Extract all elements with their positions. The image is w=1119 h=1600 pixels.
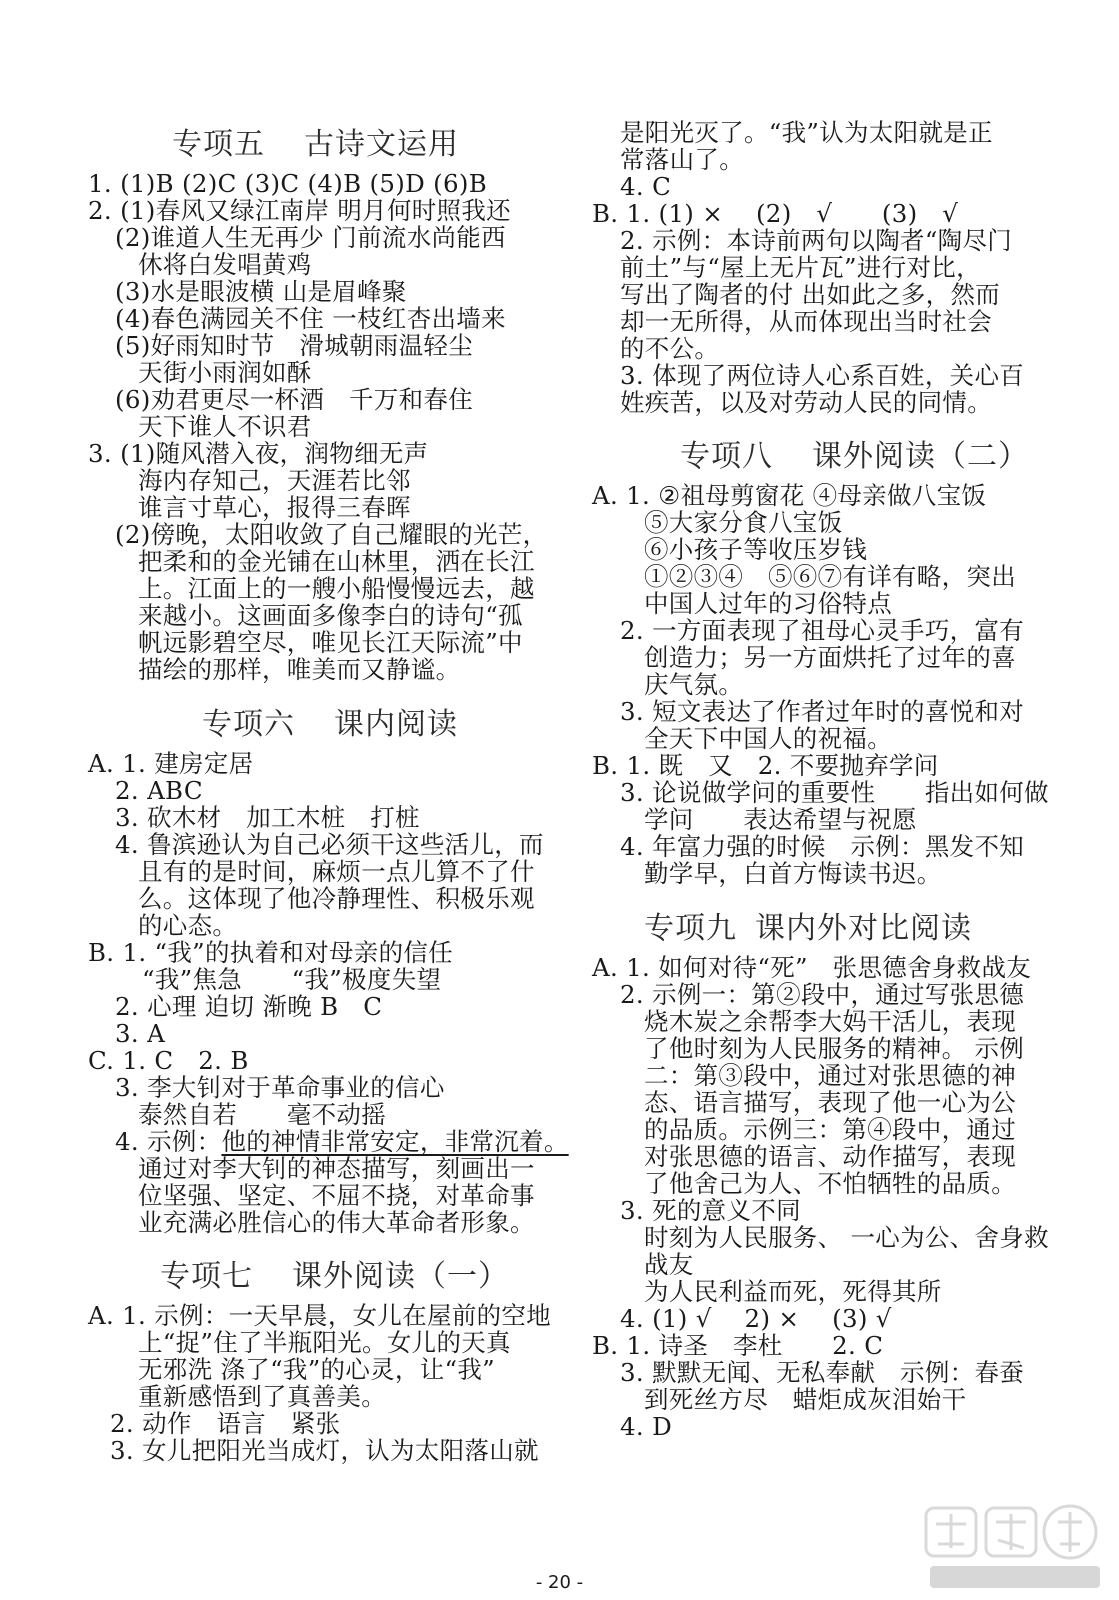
answer-line: (4)春色满园关不住 一枝红杏出墙来 (115, 304, 506, 333)
answer-line: 却一无所得，从而体现出当时社会 (620, 307, 992, 336)
answer-line: 前土”与“屋上无片瓦”进行对比， (620, 253, 981, 282)
answer-line: 帆远影碧空尽，唯见长江天际流”中 (138, 628, 523, 657)
answer-line: 是阳光灭了。“我”认为太阳就是正 (620, 118, 993, 147)
answer-line: 学问 表达希望与祝愿 (644, 805, 917, 834)
answer-line: 3. 论说做学问的重要性 指出如何做 (620, 778, 1049, 807)
underlined-quote: 他的神情非常安定，非常沉着。 (221, 1127, 569, 1156)
answer-line: A. 1. 建房定居 (88, 749, 254, 778)
answer-line: 重新感悟到了真善美。 (138, 1382, 386, 1411)
answer-line: (2)谁道人生无再少 门前流水尚能西 (115, 223, 506, 252)
answer-line: 的心态。 (138, 911, 238, 940)
answer-line: 4. 年富力强的时候 示例：黑发不知 (620, 832, 1025, 861)
answer-line: 3. 默默无闻、无私奉献 示例：春蚕 (620, 1358, 1025, 1387)
answer-line: A. 1. 如何对待“死” 张思德舍身救战友 (592, 953, 1032, 982)
answer-line: 姓疾苦，以及对劳动人民的同情。 (620, 388, 992, 417)
answer-line: 天街小雨润如酥 (138, 358, 312, 387)
answer-line: 2. (1)春风又绿江南岸 明月何时照我还 (88, 196, 511, 225)
answer-line: 4. 鲁滨逊认为自己必须干这些活儿，而 (115, 830, 544, 859)
section-title-5: 专项五 古诗文运用 (172, 127, 459, 162)
answer-line: 位坚强、坚定、不屈不挠，对革命事 (138, 1181, 535, 1210)
answer-line: 到死丝方尽 蜡炬成灰泪始干 (644, 1385, 967, 1414)
answer-line: 全天下中国人的祝福。 (644, 724, 892, 753)
answer-line: 态、语言描写，表现了他一心为公 (644, 1088, 1016, 1117)
answer-line: 3. (1)随风潜入夜，润物细无声 (88, 439, 429, 468)
answer-line: 3. 女儿把阳光当成灯，认为太阳落山就 (110, 1436, 539, 1465)
answer-line: (2)傍晚，太阳收敛了自己耀眼的光芒， (115, 520, 548, 549)
answer-line: 上“捉”住了半瓶阳光。女儿的天真 (138, 1328, 511, 1357)
answer-line: 二：第③段中，通过对张思德的神 (644, 1061, 1016, 1090)
answer-line: 把柔和的金光铺在山林里，洒在长江 (138, 547, 535, 576)
answer-line: 庆气氛。 (644, 670, 744, 699)
answer-line: 休将白发唱黄鸡 (138, 250, 312, 279)
answer-line: 通过对李大钊的神态描写，刻画出一 (138, 1154, 535, 1183)
answer-line: 时刻为人民服务、 一心为公、舍身救 (644, 1223, 1049, 1252)
answer-line: B. 1. 诗圣 李杜 2. C (592, 1331, 884, 1360)
answer-line: 无邪洗 涤了“我”的心灵，让“我” (138, 1355, 495, 1384)
answer-line: 的品质。示例三：第④段中，通过 (644, 1115, 1016, 1144)
answer-line: 2. 动作 语言 紧张 (110, 1409, 341, 1438)
answer-line: 1. (1)B (2)C (3)C (4)B (5)D (6)B (88, 169, 488, 198)
answer-line: 2. 心理 迫切 渐晚 B C (115, 992, 383, 1021)
answer-line: (5)好雨知时节 滑城朝雨温轻尘 (115, 331, 474, 360)
answer-line: 对张思德的语言、动作描写，表现 (644, 1142, 1016, 1171)
answer-line: 了他时刻为人民服务的精神。 示例 (644, 1034, 1025, 1063)
answer-line: ①②③④ ⑤⑥⑦有详有略，突出 (644, 562, 1016, 591)
answer-line: 海内存知己，天涯若比邻 (138, 466, 411, 495)
answer-line: 3. A (115, 1019, 166, 1048)
answer-line: 谁言寸草心，报得三春晖 (138, 493, 411, 522)
answer-line: 创造力；另一方面烘托了过年的喜 (644, 643, 1016, 672)
answer-line: 天下谁人不识君 (138, 412, 312, 441)
answer-line: 为人民利益而死，死得其所 (644, 1277, 942, 1306)
answer-line: 3. 砍木材 加工木桩 打桩 (115, 803, 420, 832)
answer-line: C. 1. C 2. B (88, 1046, 249, 1075)
answer-line: 4. D (620, 1412, 673, 1441)
answer-line: B. 1. “我”的执着和对母亲的信任 (88, 938, 453, 967)
answer-line: 么。这体现了他冷静理性、积极乐观 (138, 884, 535, 913)
page-number: - 20 - (535, 1572, 584, 1593)
answer-line: 3. 李大钊对于革命事业的信心 (115, 1073, 445, 1102)
answer-line: 烧木炭之余帮李大妈干活儿，表现 (644, 1007, 1016, 1036)
answer-line: B. 1. 既 又 2. 不要抛弃学问 (592, 751, 939, 780)
answer-line: 4. (1) √ 2) × (3) √ (620, 1304, 892, 1333)
answer-line: 来越小。这画面多像李白的诗句“孤 (138, 601, 523, 630)
answer-line: 3. 体现了两位诗人心系百姓，关心百 (620, 361, 1025, 390)
answer-line: 3. 短文表达了作者过年时的喜悦和对 (620, 697, 1025, 726)
answer-line: A. 1. ②祖母剪窗花 ④母亲做八宝饭 (592, 481, 987, 510)
answer-line: 的不公。 (620, 334, 720, 363)
answer-line: (3)水是眼波横 山是眉峰聚 (115, 277, 407, 306)
answer-line: “我”焦急 “我”极度失望 (142, 965, 442, 994)
answer-line: (6)劝君更尽一杯酒 千万和春住 (115, 385, 474, 414)
answer-line: 2. 一方面表现了祖母心灵手巧，富有 (620, 616, 1025, 645)
answer-line: 勤学早，白首方悔读书迟。 (644, 859, 942, 888)
answer-line: 上。江面上的一艘小船慢慢远去，越 (138, 574, 535, 603)
section-title-6: 专项六 课内阅读 (202, 707, 458, 742)
answer-line: 泰然自若 毫不动摇 (138, 1100, 386, 1129)
answer-line: 3. 死的意义不同 (620, 1196, 801, 1225)
watermark-logo-icon (920, 1500, 1110, 1595)
answer-line: 常落山了。 (620, 145, 744, 174)
answer-line: 4. 示例：他的神情非常安定，非常沉着。 (115, 1127, 569, 1156)
answer-line: 战友 (644, 1250, 694, 1279)
answer-line: 2. ABC (115, 776, 203, 805)
answer-line: 写出了陶者的付 出如此之多，然而 (620, 280, 1001, 309)
answer-line: A. 1. 示例：一天早晨，女儿在屋前的空地 (88, 1301, 552, 1330)
answer-line: ⑤大家分食八宝饭 (644, 508, 843, 537)
answer-line: 且有的是时间，麻烦一点儿算不了什 (138, 857, 535, 886)
answer-line: ⑥小孩子等收压岁钱 (644, 535, 868, 564)
section-title-7: 专项七 课外阅读（一） (160, 1259, 509, 1294)
answer-line: 描绘的那样，唯美而又静谧。 (138, 655, 461, 684)
answer-line: 2. 示例：本诗前两句以陶者“陶尽门 (620, 226, 1013, 255)
answer-line: 业充满必胜信心的伟大革命者形象。 (138, 1208, 535, 1237)
answer-line: 4. C (620, 172, 672, 201)
answer-line: 中国人过年的习俗特点 (644, 589, 892, 618)
section-title-8: 专项八 课外阅读（二） (680, 439, 1029, 474)
answer-line: B. 1. (1) × (2) √ (3) √ (592, 199, 959, 228)
answer-line: 2. 示例一：第②段中，通过写张思德 (620, 980, 1025, 1009)
section-title-9: 专项九 课内外对比阅读 (644, 911, 972, 946)
answer-line: 了他舍己为人、不怕牺牲的品质。 (644, 1169, 1016, 1198)
